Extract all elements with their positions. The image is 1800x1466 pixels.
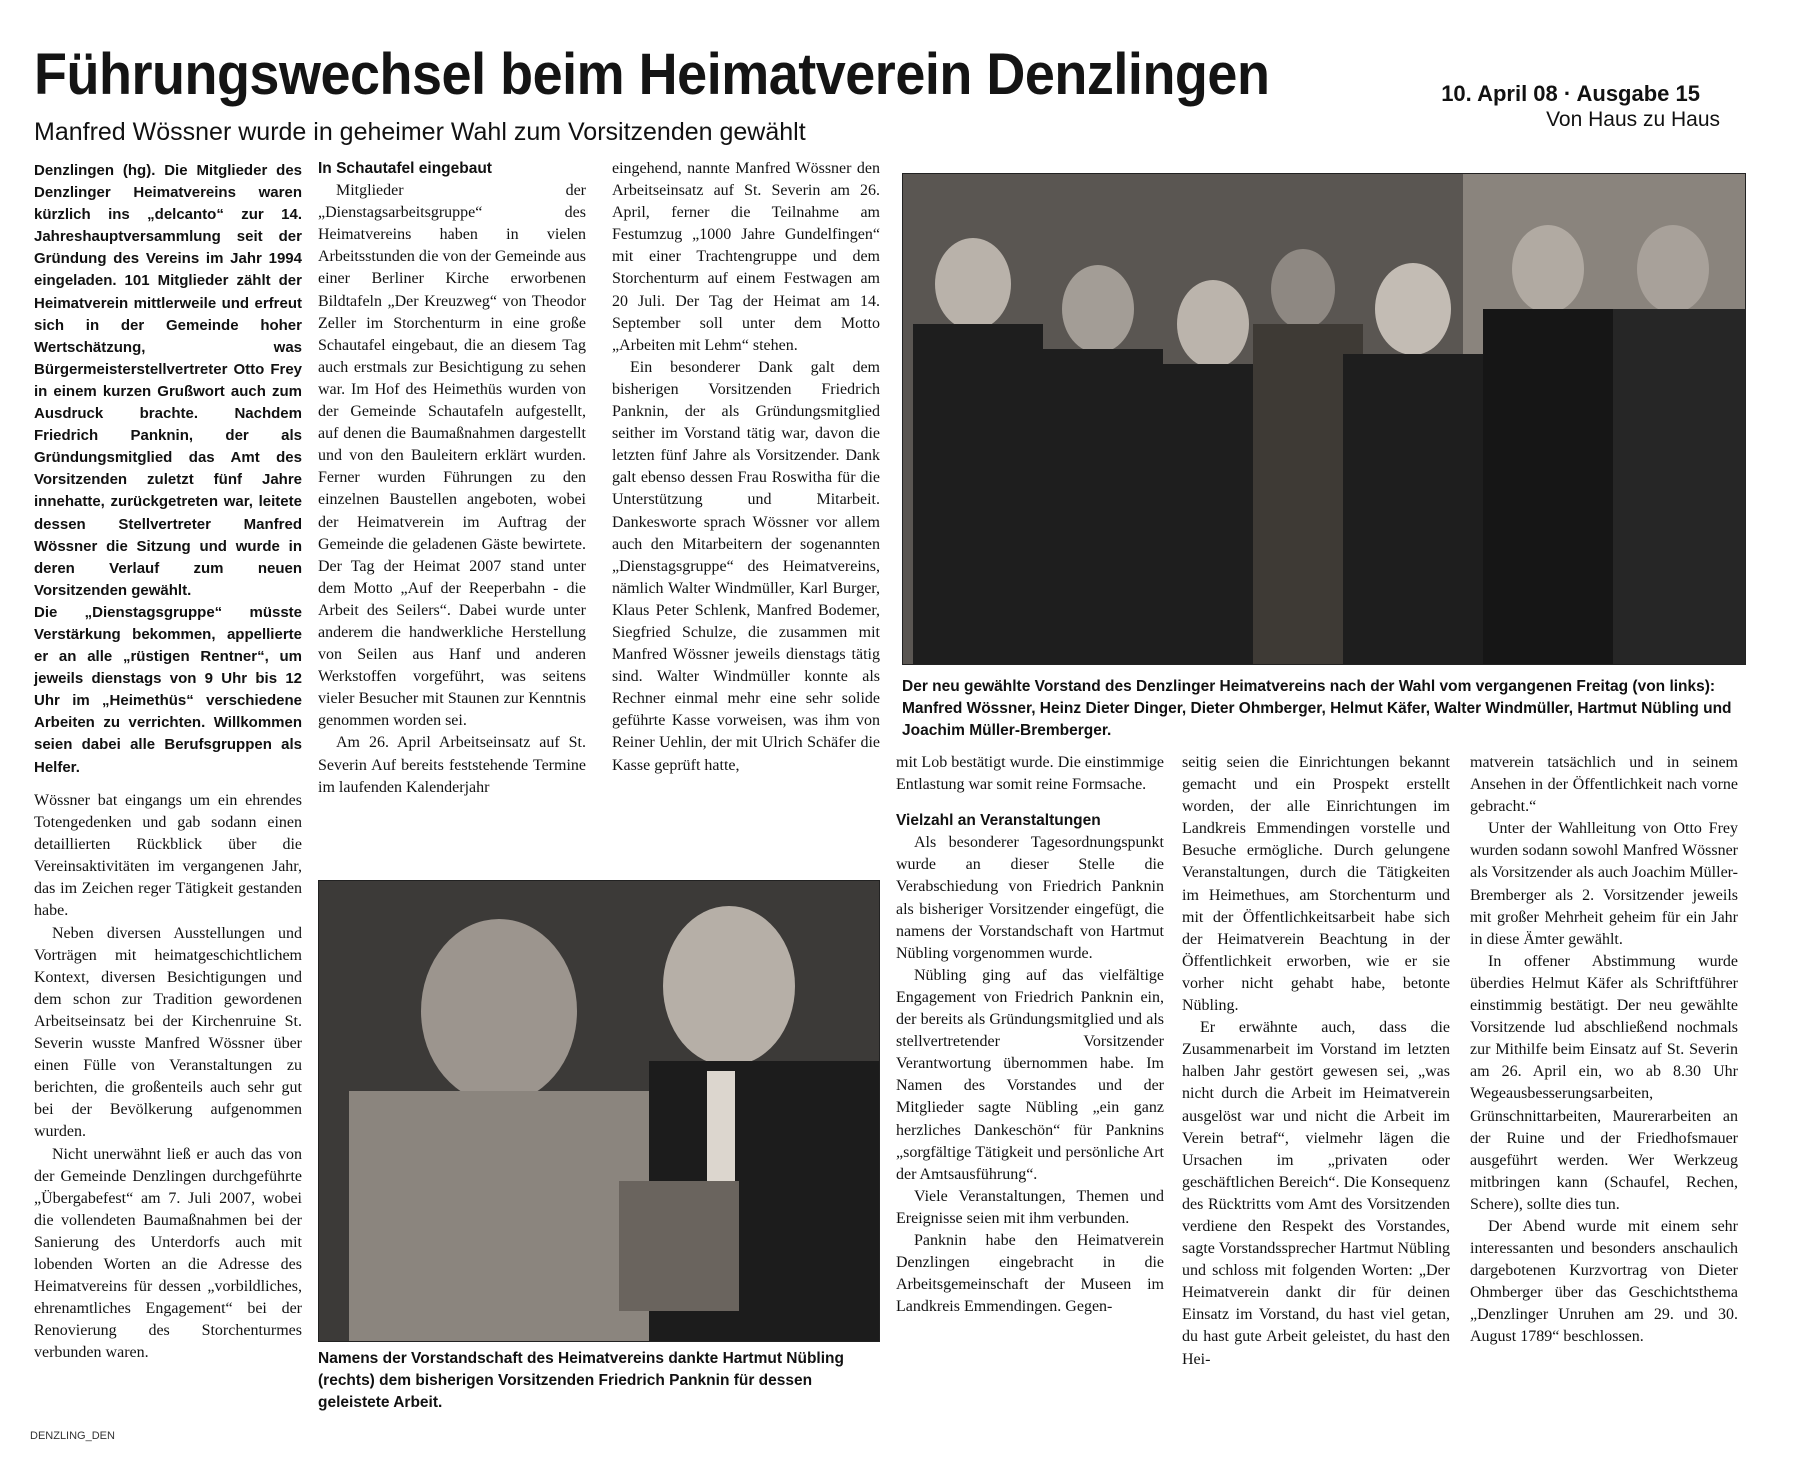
- handover-photo-caption: Namens der Vorstandschaft des Heimatvereins dankte Hartmut Nübling (rechts) dem bisherigen Vorsitzenden Friedrich Panknin für dessen geleistete Arbeit.: [318, 1350, 844, 1411]
- section-heading: Vielzahl an Veranstaltungen: [896, 812, 1101, 830]
- paragraph: Viele Veranstaltungen, Themen und Ereignisse seien mit ihm verbunden.: [896, 1187, 1164, 1227]
- paragraph: seitig seien die Einrichtungen bekannt gemacht und ein Prospekt erstellt worden, der alle Einrichtungen im Landkreis Emmendingen vorstelle und Besuche ermögliche. Durch gelungene Veranstaltungen, durch die Tätigkeiten im Heimethues, am Storchenturm und mit der Öffentlichkeitsarbeit habe sich der Heimatverein Beachtung in der Öffentlichkeit erworben, wie er sie vorher nicht gehabt habe, betonte Nübling.: [1182, 754, 1450, 1015]
- paragraph: eingehend, nannte Manfred Wössner den Arbeitseinsatz auf St. Severin am 26. April, ferner die Teilnahme am Festumzug „1000 Jahre Gundelfingen“ mit einer Trachtengruppe und dem Storchenturm auf einem Festwagen am 20 Juli. Der Tag der Heimat am 14. September soll unter dem Motto „Arbeiten mit Lehm“ stehen.: [612, 160, 880, 354]
- group-photo: [902, 173, 1746, 665]
- paragraph: mit Lob bestätigt wurde. Die einstimmige Entlastung war somit reine Formsache.: [896, 754, 1164, 794]
- article-column-5: [1182, 752, 1450, 1427]
- lead-paragraph-2: Die „Dienstagsgruppe“ müsste Verstärkung bekommen, appellierte er an alle „rüstigen Rentner“, um jeweils dienstags von 9 Uhr bis 12 Uhr im „Heimethüs“ verschiedene Arbeiten zu verrichten. Willkommen seien dabei alle Berufsgruppen als Helfer.: [34, 603, 302, 776]
- paragraph: Der Abend wurde mit einem sehr interessanten und besonders anschaulich dargebotenen Kurzvortrag von Dieter Ohmberger über das Geschichtsthema „Denzlinger Unruhen am 29. und 30. August 1789“ beschlossen.: [1470, 1217, 1738, 1346]
- subheadline: Manfred Wössner wurde in geheimer Wahl zum Vorsitzenden gewählt: [34, 118, 806, 146]
- lead-paragraph: Denzlingen (hg). Die Mitglieder des Denzlinger Heimatvereins waren kürzlich ins „delcanto“ zur 14. Jahreshauptversammlung seit der Gründung des Vereins im Jahr 1994 eingeladen. 101 Mitglieder zählt der Heimatverein mittlerweile und erfreut sich in der Gemeinde hoher Wertschätzung, was Bürgermeisterstellvertreter Otto Frey in einem kurzen Grußwort auch zum Ausdruck brachte. Nachdem Friedrich Panknin, der als Gründungsmitglied das Amt des Vorsitzenden zuletzt fünf Jahre innehatte, zurückgetreten war, leitete dessen Stellvertreter Manfred Wössner die Sitzung und wurde in deren Verlauf zum neuen Vorsitzenden gewählt.: [34, 162, 302, 599]
- paragraph: Er erwähnte auch, dass die Zusammenarbeit im Vorstand im letzten halben Jahr gestört gewesen sei, „was nicht durch die Arbeit im Heimatverein ausgelöst war und nicht die Arbeit im Verein betraf“, vielmehr lägen die Ursachen im „privaten oder geschäftlichen Bereich“. Die Konsequenz des Rücktritts vom Amt des Vorsitzenden verdiene den Respekt des Vorstandes, sagte Vorstandssprecher Hartmut Nübling und schloss mit folgenden Worten: „Der Heimatverein dankt dir für deinen Einsatz im Vorstand, du hast viel getan, du hast gute Arbeit geleistet, du hast den Hei-: [1182, 1019, 1450, 1368]
- paragraph: Wössner bat eingangs um ein ehrendes Totengedenken und gab sodann einen detaillierten Rückblick über die Vereinsaktivitäten im vergangenen Jahr, das im Zeichen reger Tätigkeit gestanden habe.: [34, 792, 302, 920]
- article-column-6: [1470, 752, 1738, 1427]
- paragraph: Ein besonderer Dank galt dem bisherigen Vorsitzenden Friedrich Panknin, der als Gründungsmitglied seither im Vorstand tätig war, davon die letzten fünf Jahre als Vorsitzender. Dank galt ebenso dessen Frau Roswitha für die Unterstützung und Mitarbeit. Dankesworte sprach Wössner vor allem auch den Mitarbeitern der sogenannten „Dienstagsgruppe“ des Heimatvereins, nämlich Walter Windmüller, Karl Burger, Klaus Peter Schlenk, Manfred Bodemer, Siegfried Schulze, die zusammen mit Manfred Wössner jeweils dienstags tätig sind. Walter Windmüller konnte als Rechner einmal mehr eine sehr solide geführte Kasse vorweisen, was ihm von Reiner Uehlin, der mit Ulrich Schäfer die Kasse geprüft hatte,: [612, 358, 880, 774]
- paragraph: Am 26. April Arbeitseinsatz auf St. Severin Auf bereits feststehende Termine im laufenden Kalenderjahr: [318, 734, 586, 796]
- paragraph: Panknin habe den Heimatverein Denzlingen eingebracht in die Arbeitsgemeinschaft der Museen im Landkreis Emmendingen. Gegen-: [896, 1231, 1164, 1316]
- section-heading: In Schautafel eingebaut: [318, 160, 492, 177]
- article-column-1: [34, 790, 302, 1415]
- group-photo-image: [903, 174, 1745, 664]
- article-column-3: [612, 158, 880, 858]
- paragraph: Neben diversen Ausstellungen und Vorträgen mit heimatgeschichtlichem Kontext, diversen Besichtigungen und dem schon zur Tradition gewordenen Arbeitseinsatz bei der Kirchenruine St. Severin wusste Manfred Wössner über einen Fülle von Veranstaltungen zu berichten, die großenteils auch sehr gut bei der Bevölkerung aufgenommen wurden.: [34, 924, 302, 1141]
- paragraph: Nübling ging auf das vielfältige Engagement von Friedrich Panknin ein, der bereits als Gründungsmitglied und als stellvertretender Vorsitzender Verantwortung übernommen habe. Im Namen des Vorstandes und der Mitglieder sagte Nübling „ein ganz herzliches Dankeschön“ für Panknins „sorgfältige Tätigkeit und persönliche Art der Amtsausführung“.: [896, 966, 1164, 1183]
- article-column-2: [318, 158, 586, 858]
- dateline: 10. April 08 · Ausgabe 15: [1441, 81, 1700, 106]
- paragraph: matverein tatsächlich und in seinem Ansehen in der Öffentlichkeit nach vorne gebracht.“: [1470, 754, 1738, 816]
- article-lead: [34, 160, 302, 776]
- handover-photo-image: [319, 881, 879, 1341]
- paragraph: Als besonderer Tagesordnungspunkt wurde an dieser Stelle die Verabschiedung von Friedrich Panknin als bisheriger Vorsitzender eingefügt, die namens der Vorstandschaft von Hartmut Nübling vorgenommen wurde.: [896, 834, 1164, 962]
- paragraph: Nicht unerwähnt ließ er auch das von der Gemeinde Denzlingen durchgeführte „Übergabefest“ am 7. Juli 2007, wobei die vollendeten Baumaßnahmen bei der Sanierung des Unterdorfs auch mit lobenden Worten an die Adresse des Heimatvereins für dessen „vorbildliches, ehrenamtliches Engagement“ bei der Renovierung des Storchenturmes verbunden waren.: [34, 1145, 302, 1362]
- paragraph: In offener Abstimmung wurde überdies Helmut Käfer als Schriftführer einstimmig bestätigt. Der neu gewählte Vorsitzende lud abschließend nochmals zur Mithilfe beim Einsatz auf St. Severin am 26. April ein, wo ab 8.30 Uhr Wegeausbesserungsarbeiten, Grünschnittarbeiten, Maurerarbeiten an der Ruine und der Friedhofsmauer ausgeführt werden. Wer Werkzeug mitbringen kann (Schaufel, Rechen, Schere), sollte dies tun.: [1470, 952, 1738, 1213]
- article-column-4: [896, 752, 1164, 1427]
- headline: Führungswechsel beim Heimatverein Denzlingen: [34, 42, 1270, 107]
- group-photo-caption: Der neu gewählte Vorstand des Denzlinger Heimatvereins nach der Wahl vom vergangenen Freitag (von links): Manfred Wössner, Heinz Dieter Dinger, Dieter Ohmberger, Helmut Käfer, Walter Windmüller, Hartmut Nübling und Joachim Müller-Bremberger.: [902, 678, 1732, 739]
- footer-code: DENZLING_DEN: [30, 1430, 115, 1442]
- paragraph: Unter der Wahlleitung von Otto Frey wurden sodann sowohl Manfred Wössner als Vorsitzender als auch Joachim Müller-Bremberger als 2. Vorsitzender jeweils mit großer Mehrheit geheim für ein Jahr in diese Ämter gewählt.: [1470, 820, 1738, 948]
- paragraph: Mitglieder der „Dienstagsarbeitsgruppe“ des Heimatvereins haben in vielen Arbeitsstunden die von der Gemeinde aus einer Berliner Kirche erworbenen Bildtafeln „Der Kreuzweg“ von Theodor Zeller im Storchenturm in eine große Schautafel eingebaut, die an diesem Tag auch erstmals zur Besichtigung zu sehen war. Im Hof des Heimethüs wurden von der Gemeinde Schautafeln aufgestellt, auf denen die Baumaßnahmen dargestellt und von den Bauleitern erklärt wurden. Ferner wurden Führungen zu den einzelnen Baustellen angeboten, wobei der Heimatverein im Auftrag der Gemeinde die geladenen Gäste bewirtete. Der Tag der Heimat 2007 stand unter dem Motto „Auf der Reeperbahn - die Arbeit des Seilers“. Dabei wurde unter anderem die handwerkliche Herstellung von Seilen aus Hanf und anderen Werkstoffen vorgeführt, was seitens vieler Besucher mit Staunen zur Kenntnis genommen worden sei.: [318, 182, 586, 730]
- handover-photo: [318, 880, 880, 1342]
- publication-source: Von Haus zu Haus: [1546, 108, 1720, 131]
